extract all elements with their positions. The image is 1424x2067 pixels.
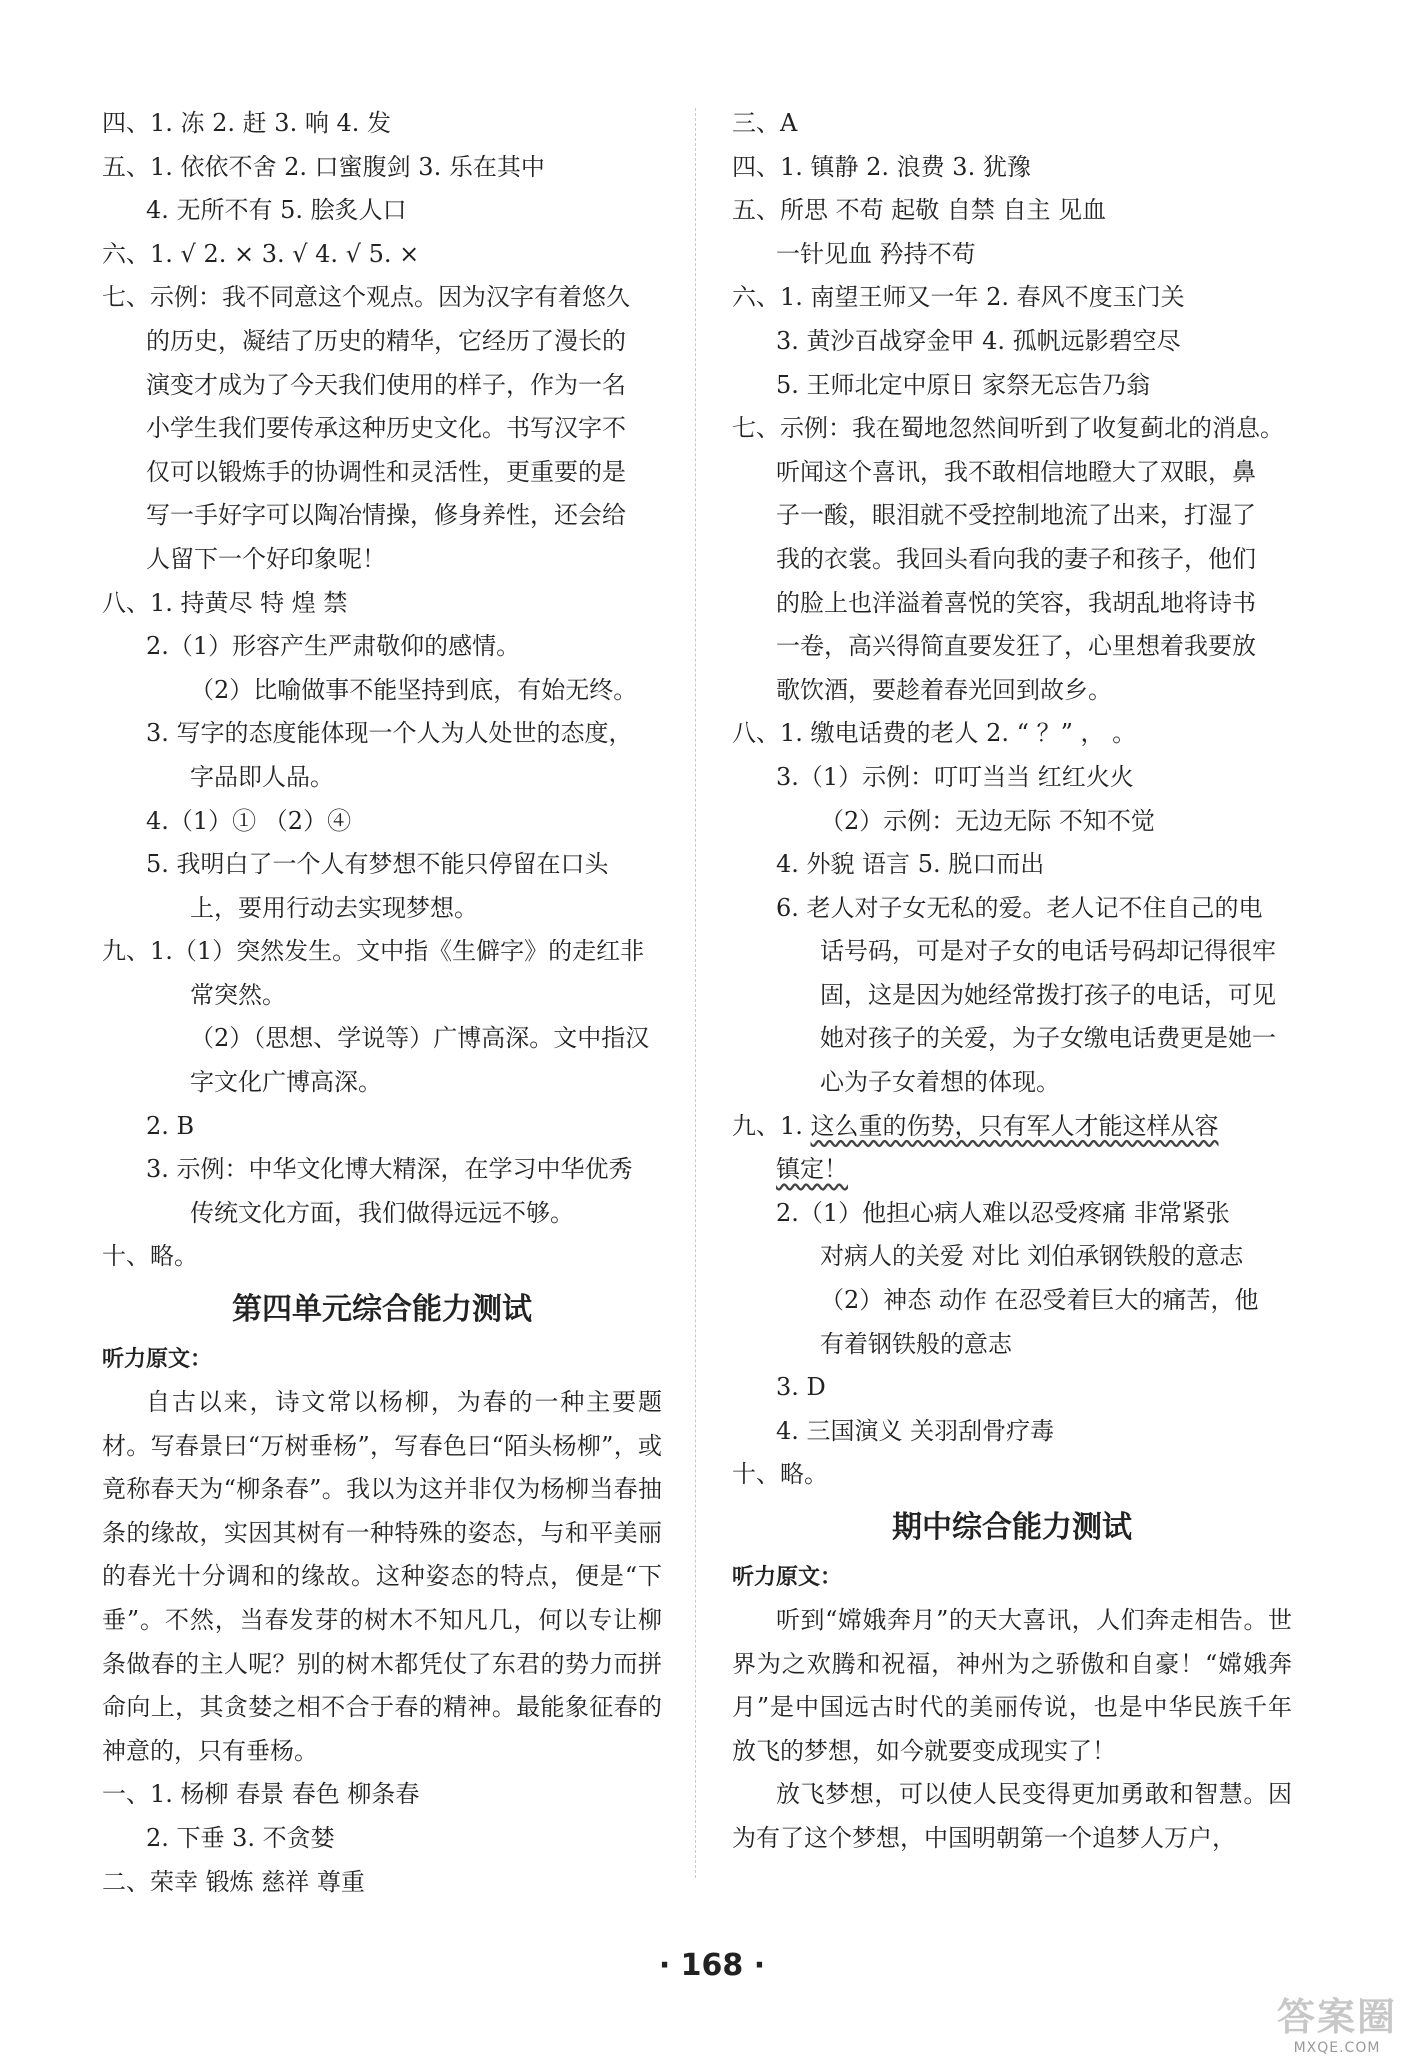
answer-line: （2）神态 动作 在忍受着巨大的痛苦，他 [820, 1286, 1259, 1315]
left-listening-label: 听力原文： [102, 1347, 213, 1373]
answer-line: 写一手好字可以陶冶情操，修身养性，还会给 [146, 501, 626, 530]
left-answers-top [102, 102, 662, 1279]
column-divider [695, 108, 696, 1878]
answer-line: 九、1.（1）突然发生。文中指《生僻字》的走红非 [102, 937, 645, 966]
answer-line: 一针见血 矜持不苟 [776, 239, 976, 268]
answer-line: 字品即人品。 [190, 762, 334, 791]
midterm-heading: 期中综合能力测试 [892, 1510, 1132, 1545]
answer-line: 常突然。 [190, 980, 286, 1009]
answer-line: （2）（思想、学说等）广博高深。文中指汉 [190, 1024, 650, 1053]
answer-line: 一、1. 杨柳 春景 春色 柳条春 [102, 1780, 420, 1809]
answer-line: 七、示例：我在蜀地忽然间听到了收复蓟北的消息。 [732, 414, 1284, 443]
answer-line: 4. 无所不有 5. 脍炙人口 [146, 196, 407, 225]
answer-line: 3. 黄沙百战穿金甲 4. 孤帆远影碧空尽 [776, 326, 1181, 355]
answer-line: 二、荣幸 锻炼 慈祥 尊重 [102, 1867, 365, 1896]
answer-line: 我的衣裳。我回头看向我的妻子和孩子，他们 [776, 544, 1256, 573]
answer-line: 人留下一个好印象呢！ [146, 544, 386, 573]
listening-paragraph: 放飞梦想，可以使人民变得更加勇敢和智慧。因为有了这个梦想，中国明朝第一个追梦人万户， [732, 1780, 1292, 1852]
right-listening-label: 听力原文： [732, 1565, 843, 1590]
watermark-logo [1262, 1995, 1412, 2061]
right-column [732, 102, 1292, 1861]
answer-line: 四、1. 镇静 2. 浪费 3. 犹豫 [732, 152, 1031, 181]
answer-line: 2.（1）他担心病人难以忍受疼痛 非常紧张 [776, 1198, 1230, 1227]
answer-line: 一卷，高兴得简直要发狂了，心里想着我要放 [776, 632, 1256, 661]
answer-line: 小学生我们要传承这种历史文化。书写汉字不 [146, 414, 626, 443]
answer-line: 4.（1）① （2）④ [146, 806, 352, 835]
answer-line: 五、1. 依依不舍 2. 口蜜腹剑 3. 乐在其中 [102, 152, 545, 181]
answer-line: 3. 写字的态度能体现一个人为人处世的态度， [146, 719, 633, 748]
answer-line: 五、所思 不苟 起敬 自禁 自主 见血 [732, 196, 1107, 225]
answer-line: 3. D [776, 1373, 826, 1402]
left-column [102, 102, 662, 1904]
answer-line: 3. 示例：中华文化博大精深，在学习中华优秀 [146, 1155, 633, 1184]
answer-line: 十、略。 [102, 1242, 198, 1271]
answer-line: （2）示例：无边无际 不知不觉 [820, 806, 1155, 835]
right-answers-top [732, 102, 1292, 1105]
left-listening-text: 自古以来，诗文常以杨柳，为春的一种主要题材。写春景曰“万树垂杨”，写春色曰“陌头杨柳”，或竟称春天为“柳条春”。我以为这并非仅为杨柳当春抽条的缘故，实因其树有一种特殊的姿态，与和平美丽的春光十分调和的缘故。这种姿态的特点，便是“下垂”。不然，当春发芽的树木不知凡几，何以专让柳条做春的主人呢？别的树木都凭仗了东君的势力而拼命向上，其贪婪之相不合于春的精神。最能象征春的神意的，只有垂杨。 [102, 1388, 662, 1765]
answer-line: 的脸上也洋溢着喜悦的笑容，我胡乱地将诗书 [776, 588, 1256, 617]
answer-line: 有着钢铁般的意志 [820, 1329, 1012, 1358]
answer-line: 她对孩子的关爱，为子女缴电话费更是她一 [820, 1024, 1276, 1053]
right-answers-bottom [732, 1192, 1292, 1497]
answer-line: 六、1. √ 2. × 3. √ 4. √ 5. × [102, 239, 420, 268]
answer-line: 话号码，可是对子女的电话号码却记得很牢 [820, 937, 1276, 966]
answer-line: 仅可以锻炼手的协调性和灵活性，更重要的是 [146, 457, 626, 486]
answer-line-nine-cont [732, 1148, 1292, 1192]
nine-wavy-1: 这么重的伤势，只有军人才能这样从容 [810, 1111, 1219, 1140]
answer-line: 3.（1）示例：叮叮当当 红红火火 [776, 762, 1134, 791]
nine-wavy-2: 镇定！ [776, 1155, 848, 1184]
left-answers-bottom [102, 1773, 662, 1904]
answer-line: 歌饮酒，要趁着春光回到故乡。 [776, 675, 1112, 704]
watermark-title: 答案圈 [1276, 1995, 1397, 2039]
answer-line: 6. 老人对子女无私的爱。老人记不住自己的电 [776, 893, 1263, 922]
answer-line: 子一酸，眼泪就不受控制地流了出来，打湿了 [776, 501, 1256, 530]
answer-line: 三、A [732, 109, 798, 137]
answer-line: 心为子女着想的体现。 [820, 1068, 1060, 1097]
answer-line: 七、示例：我不同意这个观点。因为汉字有着悠久 [102, 283, 630, 312]
answer-line: 字文化广博高深。 [190, 1068, 382, 1097]
answer-line: 5. 我明白了一个人有梦想不能只停留在口头 [146, 850, 609, 879]
answer-line: 八、1. 缴电话费的老人 2. “ ？” ， 。 [732, 719, 1137, 748]
answer-line: 对病人的关爱 对比 刘伯承钢铁般的意志 [820, 1242, 1244, 1271]
answer-line: 上，要用行动去实现梦想。 [190, 893, 478, 922]
answer-line: 传统文化方面，我们做得远远不够。 [190, 1198, 574, 1227]
watermark-url: MXQE.COM [1293, 2040, 1381, 2056]
answer-line: 4. 三国演义 关羽刮骨疗毒 [776, 1416, 1055, 1445]
page-number: · 168 · [658, 1948, 766, 1983]
answer-line: 5. 王师北定中原日 家祭无忘告乃翁 [776, 370, 1151, 399]
right-listening-paragraphs [732, 1599, 1292, 1861]
answer-line: 四、1. 冻 2. 赶 3. 响 4. 发 [102, 109, 391, 137]
answer-line: 八、1. 持黄尽 特 煌 禁 [102, 588, 348, 617]
answer-line: （2）比喻做事不能坚持到底，有始无终。 [190, 675, 638, 704]
answer-line: 演变才成为了今天我们使用的样子，作为一名 [146, 370, 626, 399]
unit4-heading: 第四单元综合能力测试 [232, 1292, 532, 1328]
answer-line: 4. 外貌 语言 5. 脱口而出 [776, 850, 1045, 879]
answer-line: 固，这是因为她经常拨打孩子的电话，可见 [820, 980, 1276, 1009]
answer-line: 2. B [146, 1111, 195, 1140]
answer-line: 十、略。 [732, 1460, 828, 1489]
answer-line: 2.（1）形容产生严肃敬仰的感情。 [146, 632, 521, 661]
listening-paragraph: 听到“嫦娥奔月”的天大喜讯，人们奔走相告。世界为之欢腾和祝福，神州为之骄傲和自豪！“嫦娥奔月”是中国远古时代的美丽传说，也是中华民族千年放飞的梦想，如今就要变成现实了！ [732, 1606, 1292, 1765]
answer-line: 六、1. 南望王师又一年 2. 春风不度玉门关 [732, 283, 1185, 312]
answer-line: 2. 下垂 3. 不贪婪 [146, 1823, 335, 1852]
answer-line: 的历史，凝结了历史的精华，它经历了漫长的 [146, 326, 626, 355]
answer-line-nine [732, 1105, 1292, 1149]
nine-prefix: 九、1. [732, 1111, 811, 1140]
answer-line: 听闻这个喜讯，我不敢相信地瞪大了双眼，鼻 [776, 457, 1256, 486]
